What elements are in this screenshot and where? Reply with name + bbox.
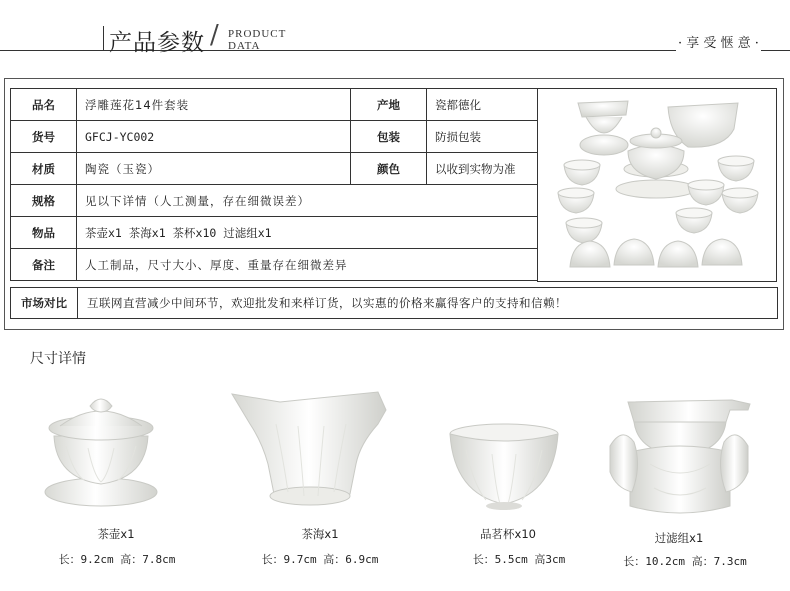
- spec-key: 包装: [351, 121, 427, 153]
- table-row: [11, 89, 539, 121]
- product-name: 茶壶x1: [97, 527, 135, 541]
- spec-key: 颜色: [351, 153, 427, 185]
- product-name: 品茗杯x10: [480, 527, 536, 541]
- table-row: [11, 249, 539, 281]
- spec-key: 市场对比: [11, 288, 78, 318]
- product-dimensions: 长：10.2cm 高：7.3cm: [623, 555, 747, 568]
- spec-table: [10, 88, 539, 281]
- spec-key: 材质: [11, 153, 77, 185]
- table-row: [11, 185, 539, 217]
- spec-key: 规格: [11, 185, 77, 217]
- spec-value: GFCJ-YC002: [77, 121, 351, 153]
- section-title-en: [228, 28, 286, 52]
- spec-key: 备注: [11, 249, 77, 281]
- spec-key: 物品: [11, 217, 77, 249]
- spec-value: 互联网直营减少中间环节，欢迎批发和来样订货，以实惠的价格来赢得客户的支持和信赖！: [87, 296, 567, 310]
- size-details-title: 尺寸详情: [30, 351, 86, 367]
- product-name: 过滤组x1: [654, 531, 704, 545]
- spec-key: 货号: [11, 121, 77, 153]
- product-dimensions: 长：5.5cm 高3cm: [472, 553, 566, 566]
- header-divider: [103, 26, 104, 51]
- spec-value: 人工制品，尺寸大小、厚度、重量存在细微差异: [77, 249, 539, 281]
- spec-key: 产地: [351, 89, 427, 121]
- market-comparison-row: [10, 287, 778, 319]
- tea-set-illustration: [538, 89, 776, 281]
- spec-value: 见以下详情（人工测量，存在细微误差）: [77, 185, 539, 217]
- section-title-en-line2: DATA: [228, 40, 261, 52]
- product-image-pitcher: [228, 384, 393, 518]
- spec-value: 陶瓷（玉瓷）: [77, 153, 351, 185]
- spec-value: 防损包装: [427, 121, 539, 153]
- spec-value: 以收到实物为准: [427, 153, 539, 185]
- product-dimensions: 长：9.2cm 高：7.8cm: [58, 553, 176, 566]
- product-image-cup: [444, 420, 564, 520]
- filter-piece: [578, 101, 628, 155]
- spec-value: 茶壶x1 茶海x1 茶杯x10 过滤组x1: [77, 217, 539, 249]
- tagline: · 享 受 惬 意 ·: [676, 32, 761, 51]
- table-row: [11, 153, 539, 185]
- product-set-image: [537, 88, 777, 282]
- section-title: 产品参数: [109, 30, 205, 56]
- product-image-teapot: [36, 382, 166, 518]
- product-name: 茶海x1: [301, 527, 339, 541]
- product-image-filter: [604, 392, 754, 526]
- spec-key: 品名: [11, 89, 77, 121]
- product-dimensions: 长：9.7cm 高：6.9cm: [261, 553, 379, 566]
- spec-value: 浮雕莲花14件套装: [77, 89, 351, 121]
- section-title-en-line1: PRODUCT: [228, 28, 287, 40]
- title-slash: /: [210, 20, 219, 50]
- table-row: [11, 121, 539, 153]
- spec-value: 瓷都德化: [427, 89, 539, 121]
- table-row: [11, 217, 539, 249]
